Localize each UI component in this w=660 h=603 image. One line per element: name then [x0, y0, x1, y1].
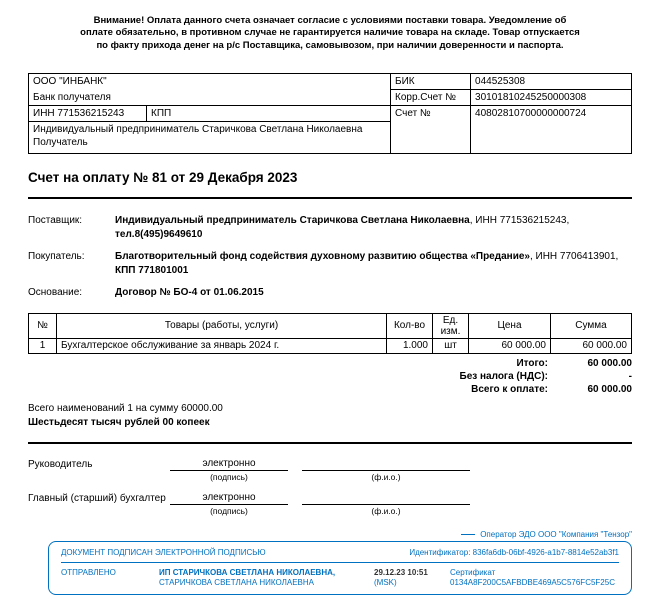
director-signature-value: электронно [202, 457, 256, 469]
signature-caption: (подпись) [210, 471, 248, 482]
item-unit: шт [433, 338, 469, 353]
certificate-text: Сертификат 0134A8F200C5AFBDBE469A5C576FC5F25C [450, 567, 615, 587]
supplier-value [115, 214, 632, 241]
accountant-signature-row [28, 491, 632, 505]
bank-caption: Банк получателя [33, 92, 111, 104]
basis-label: Основание: [28, 287, 83, 299]
director-signature-row [28, 457, 632, 471]
sent-datetime [374, 568, 440, 589]
item-name: Бухгалтерское обслуживание за январь 2024 г. [57, 338, 387, 353]
basis-contract: Договор № БО-4 от 01.06.2015 [115, 287, 264, 299]
basis-value [115, 286, 632, 300]
stamp-signed-row [61, 545, 619, 563]
supplier-row [28, 214, 632, 241]
bank-details-table [28, 73, 632, 154]
corr-account-label-cell: Корр.Счет № [391, 90, 471, 106]
recipient-cell [29, 122, 391, 154]
items-header-price: Цена [469, 313, 551, 338]
buyer-name: Благотворительный фонд содействия духовному развитию общества «Предание» [115, 251, 530, 263]
divider-bottom [28, 442, 632, 444]
accountant-signature-value: электронно [202, 491, 256, 503]
stamp-box [48, 541, 632, 596]
amount-in-words: Шестьдесят тысяч рублей 00 копеек [28, 416, 210, 428]
accountant-captions [170, 506, 632, 516]
sender-name [159, 568, 364, 589]
total-label: Итого: [516, 357, 548, 369]
due-label: Всего к оплате: [471, 383, 548, 395]
sender-name-rest: СТАРИЧКОВА СВЕТЛАНА НИКОЛАЕВНА [159, 577, 314, 587]
items-header-num: № [29, 313, 57, 338]
bank-name: ООО "ИНБАНК" [33, 76, 107, 88]
summary-block [28, 402, 632, 430]
edo-operator-line [48, 530, 632, 539]
bik-value-cell: 044525308 [471, 74, 632, 90]
divider-top [28, 197, 632, 199]
buyer-value [115, 250, 632, 277]
vat-row [28, 370, 632, 383]
buyer-row [28, 250, 632, 277]
vat-value: - [628, 370, 632, 382]
director-label: Руководитель [28, 458, 93, 470]
supplier-inn: , ИНН 771536215243, [469, 215, 570, 227]
corr-account-value-cell: 30101810245250000308 [471, 90, 632, 106]
supplier-name: Индивидуальный предприниматель Старичкова Светлана Николаевна [115, 215, 470, 227]
inn-cell: ИНН 771536215243 [29, 106, 147, 122]
vat-label: Без налога (НДС): [459, 370, 548, 382]
payment-warning-text: Внимание! Оплата данного счета означает согласие с условиями поставки товара. Уведомление об оплате обязательно, в противном случае не гарантируется наличие товара на складе. Товар отпускается по факту прихода денег на р/с Поставщика, самовывозом, при наличии доверенности и паспорта. [80, 15, 580, 51]
account-value-cell: 40802810700000000724 [471, 106, 632, 154]
recipient-name: Индивидуальный предприниматель Старичкова Светлана Николаевна [33, 124, 363, 136]
timezone: (MSK) [374, 577, 397, 587]
due-value: 60 000.00 [587, 383, 632, 395]
account-label-cell: Счет № [391, 106, 471, 154]
accountant-signature-line [170, 491, 288, 505]
table-row [29, 338, 632, 353]
identifier-text: Идентификатор: 836fa6db-06bf-4926-a1b7-8814e52ab3f1 [409, 547, 619, 557]
kpp-cell: КПП [147, 106, 391, 122]
invoice-title: Счет на оплату № 81 от 29 Декабря 2023 [28, 170, 298, 186]
items-count-line: Всего наименований 1 на сумму 60000.00 [28, 402, 223, 414]
fio-caption: (ф.и.о.) [371, 471, 401, 482]
supplier-label: Поставщик: [28, 215, 83, 227]
document-signed-label: ДОКУМЕНТ ПОДПИСАН ЭЛЕКТРОННОЙ ПОДПИСЬЮ [61, 547, 266, 557]
director-fio-line [302, 470, 470, 471]
signature-caption: (подпись) [210, 505, 248, 516]
stamp-sent-row [61, 563, 619, 589]
buyer-kpp: КПП 771801001 [115, 264, 189, 276]
sender-name-bold: ИП СТАРИЧКОВА СВЕТЛАНА НИКОЛАЕВНА, [159, 567, 336, 577]
signatures-block [28, 457, 632, 516]
due-row [28, 383, 632, 396]
item-qty: 1.000 [387, 338, 433, 353]
items-header-sum: Сумма [551, 313, 632, 338]
items-header-unit: Ед. изм. [433, 313, 469, 338]
total-value: 60 000.00 [587, 357, 632, 369]
items-header-name: Товары (работы, услуги) [57, 313, 387, 338]
totals-block [28, 357, 632, 396]
item-sum: 60 000.00 [551, 338, 632, 353]
edo-operator-text: Оператор ЭДО ООО "Компания "Тензор" [480, 529, 632, 539]
sent-label: ОТПРАВЛЕНО [61, 567, 116, 577]
basis-row [28, 286, 632, 300]
director-signature-line [170, 457, 288, 471]
operator-dash-line [461, 534, 475, 535]
item-price: 60 000.00 [469, 338, 551, 353]
items-table [28, 313, 632, 354]
director-captions [170, 472, 632, 482]
datetime-value: 29.12.23 10:51 [374, 567, 428, 577]
accountant-label: Главный (старший) бухгалтер [28, 492, 166, 504]
item-num: 1 [29, 338, 57, 353]
buyer-inn: , ИНН 7706413901, [529, 251, 619, 263]
fio-caption: (ф.и.о.) [371, 505, 401, 516]
supplier-phone: тел.8(495)9649610 [115, 228, 203, 240]
bik-label-cell: БИК [391, 74, 471, 90]
total-row [28, 357, 632, 370]
accountant-fio-line [302, 504, 470, 505]
buyer-label: Покупатель: [28, 251, 85, 263]
bank-name-cell [29, 74, 391, 106]
items-header-qty: Кол-во [387, 313, 433, 338]
items-header-row [29, 313, 632, 338]
recipient-caption: Получатель [33, 137, 88, 149]
e-signature-stamp [48, 530, 632, 596]
